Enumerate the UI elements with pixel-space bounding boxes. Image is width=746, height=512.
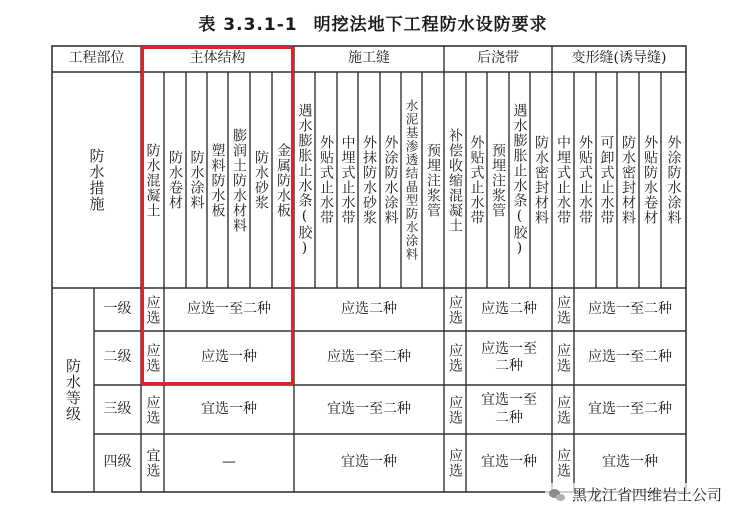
grade-requirement: 应选二种 <box>341 300 397 317</box>
grade-requirement: 应选 <box>555 343 571 373</box>
measure-label: 防水砂浆 <box>253 150 269 210</box>
grade-requirement: 宜选一种 <box>602 454 658 471</box>
measure-cell <box>337 72 358 288</box>
grade-requirement: 应选一至二种 <box>588 300 672 317</box>
group-main-structure: 主体结构 <box>189 50 246 67</box>
grade-requirement: 应选 <box>555 294 571 325</box>
measure-label: 遇水膨胀止水条(胶) <box>511 103 528 257</box>
measure-cell <box>466 72 487 288</box>
measure-cell <box>530 72 552 288</box>
grade-requirement: 应选 <box>447 394 463 425</box>
grade-cell <box>552 331 574 385</box>
grade-requirement: 应选一至二种 <box>481 340 537 374</box>
grade-requirement: 宜选一至二种 <box>481 392 537 426</box>
grade-cell <box>141 434 164 492</box>
measure-label: 外贴式止水带 <box>318 135 334 225</box>
grade-requirement: 应选一至二种 <box>588 349 672 366</box>
grade-requirement: 宜选一至二种 <box>588 400 672 417</box>
grade-requirement: — <box>222 454 236 471</box>
grade-requirement: 应选一种 <box>201 349 257 366</box>
measure-cell <box>552 72 574 288</box>
measure-label: 外贴式止水带 <box>468 135 485 225</box>
measure-label: 防水密封材料 <box>620 135 636 225</box>
measure-label: 防水卷材 <box>167 150 183 210</box>
grade-cell <box>444 288 466 331</box>
grade-requirement: 应选 <box>447 448 463 478</box>
grade-requirement: 应选 <box>555 394 571 425</box>
measure-cell <box>315 72 337 288</box>
measure-cell <box>380 72 401 288</box>
grade-requirement: 宜选一种 <box>341 454 397 471</box>
measure-cell <box>294 72 315 288</box>
measure-label: 预埋注浆管 <box>425 142 441 218</box>
measure-label: 中埋式止水带 <box>555 135 571 225</box>
measure-cell <box>487 72 509 288</box>
measure-cell <box>509 72 530 288</box>
grade-requirement: 应选 <box>144 343 161 373</box>
measure-label: 水泥基渗透结晶型防水涂料 <box>404 99 419 261</box>
grade-requirement: 应选一至二种 <box>187 300 271 317</box>
measure-label: 预埋注浆管 <box>490 142 506 218</box>
group-construction-joint: 施工缝 <box>348 50 390 67</box>
measure-cell <box>661 72 686 288</box>
grade-requirement: 宜选一种 <box>481 454 537 471</box>
measures-label: 防水措施 <box>87 148 106 212</box>
group-deformation-joint: 变形缝(诱导缝) <box>571 50 667 67</box>
grade-cell <box>444 434 466 492</box>
grade-cell <box>552 288 574 331</box>
grade-requirement: 宜选 <box>144 448 161 478</box>
watermark-text: 黑龙江省四维岩土公司 <box>571 486 722 504</box>
grade-name: 二级 <box>103 349 132 366</box>
grade-name: 三级 <box>103 400 132 417</box>
grade-cell <box>444 385 466 434</box>
measure-cell <box>401 72 422 288</box>
grade-requirement: 应选 <box>144 294 161 325</box>
grade-name: 四级 <box>103 454 132 471</box>
measure-label: 遇水膨胀止水条(胶) <box>296 103 313 257</box>
measure-cell <box>639 72 661 288</box>
measure-cell <box>444 72 466 288</box>
wechat-icon <box>549 488 567 502</box>
grade-requirement: 应选 <box>144 394 161 425</box>
measure-cell <box>422 72 444 288</box>
grade-label-cell <box>52 288 94 492</box>
grade-cell <box>444 331 466 385</box>
table-number: 表 3.3.1-1 <box>198 15 298 35</box>
measure-label: 防水涂料 <box>188 150 205 210</box>
grade-requirement: 应选 <box>447 343 463 373</box>
measure-cell <box>574 72 596 288</box>
grade-label: 防水等级 <box>64 358 82 422</box>
grade-requirement: 应选 <box>555 448 571 478</box>
watermark <box>545 483 726 506</box>
grade-requirement: 应选一至二种 <box>327 349 411 366</box>
measure-label: 外抹防水砂浆 <box>361 135 377 225</box>
measure-label: 防水混凝土 <box>144 142 161 218</box>
measure-label: 金属防水板 <box>275 142 291 218</box>
measure-label: 可卸式止水带 <box>598 135 615 225</box>
measure-label: 外贴式止水带 <box>577 135 593 225</box>
grade-name: 一级 <box>103 300 132 317</box>
measure-label: 补偿收缩混凝土 <box>447 127 463 233</box>
part-label: 工程部位 <box>68 50 125 67</box>
measure-label: 防水密封材料 <box>533 135 549 225</box>
grade-requirement: 应选二种 <box>481 300 537 317</box>
measure-label: 塑料防水板 <box>209 142 226 218</box>
main-structure-highlight <box>141 46 294 385</box>
measure-label: 中埋式止水带 <box>339 135 356 225</box>
measure-cell <box>358 72 380 288</box>
measure-label: 膨润土防水材料 <box>231 127 247 233</box>
measure-label: 外贴防水卷材 <box>642 135 658 225</box>
measure-label: 外涂防水涂料 <box>382 135 399 225</box>
grade-cell <box>552 385 574 434</box>
grade-requirement: 宜选一种 <box>201 400 257 417</box>
table-caption: 明挖法地下工程防水设防要求 <box>313 15 548 35</box>
measure-cell <box>596 72 617 288</box>
measure-label: 外涂防水涂料 <box>665 135 682 225</box>
measure-cell <box>617 72 639 288</box>
grade-cell <box>141 385 164 434</box>
grade-requirement: 应选 <box>447 294 463 325</box>
measures-label-cell <box>52 72 141 288</box>
group-post-pour-strip: 后浇带 <box>477 50 519 67</box>
grade-requirement: 宜选一至二种 <box>327 400 411 417</box>
